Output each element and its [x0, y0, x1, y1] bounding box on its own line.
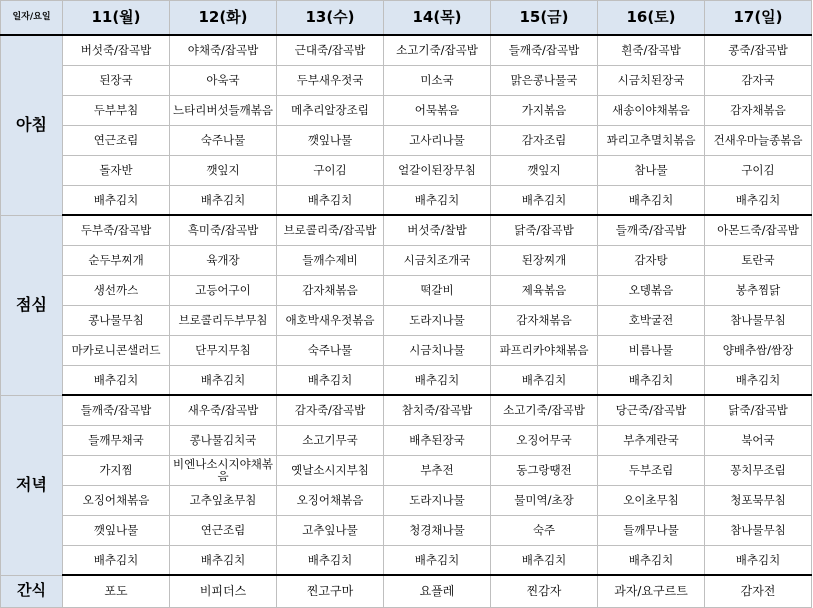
menu-cell: 메추리알장조림 — [277, 95, 384, 125]
menu-cell: 구이김 — [277, 155, 384, 185]
menu-cell: 감자죽/잡곡밥 — [277, 395, 384, 425]
menu-cell: 브로콜리두부무침 — [170, 305, 277, 335]
dinner-meal-label: 저녁 — [1, 395, 63, 575]
menu-cell: 배추김치 — [277, 185, 384, 215]
menu-cell: 배추김치 — [384, 365, 491, 395]
menu-cell: 양배추쌈/쌈장 — [705, 335, 812, 365]
menu-cell: 흰죽/잡곡밥 — [598, 35, 705, 65]
lunch-menu-row — [1, 335, 812, 365]
menu-cell: 북어국 — [705, 425, 812, 455]
breakfast-menu-row — [1, 95, 812, 125]
menu-cell: 브로콜리죽/잡곡밥 — [277, 215, 384, 245]
menu-cell: 배추김치 — [170, 365, 277, 395]
menu-cell: 얼갈이된장무침 — [384, 155, 491, 185]
dinner-menu-row — [1, 455, 812, 485]
menu-cell: 감자채볶음 — [705, 95, 812, 125]
snack-cell: 비피더스 — [170, 575, 277, 607]
snack-cell: 감자전 — [705, 575, 812, 607]
menu-cell: 생선까스 — [63, 275, 170, 305]
breakfast-menu-row — [1, 185, 812, 215]
dinner-menu-row — [1, 545, 812, 575]
header-row — [1, 1, 812, 36]
menu-cell: 소고기죽/잡곡밥 — [491, 395, 598, 425]
menu-cell: 소고기죽/잡곡밥 — [384, 35, 491, 65]
menu-cell: 깻잎나물 — [63, 515, 170, 545]
menu-cell: 꽈리고추멸치볶음 — [598, 125, 705, 155]
menu-cell: 비름나물 — [598, 335, 705, 365]
snack-cell: 요플레 — [384, 575, 491, 607]
menu-cell: 아몬드죽/잡곡밥 — [705, 215, 812, 245]
menu-cell: 들깨죽/잡곡밥 — [491, 35, 598, 65]
menu-cell: 배추김치 — [384, 545, 491, 575]
menu-cell: 호박굴전 — [598, 305, 705, 335]
menu-cell: 봉추찜닭 — [705, 275, 812, 305]
day-header: 13(수) — [277, 1, 384, 36]
menu-cell: 도라지나물 — [384, 305, 491, 335]
menu-cell: 콩죽/잡곡밥 — [705, 35, 812, 65]
day-header: 12(화) — [170, 1, 277, 36]
menu-cell: 배추된장국 — [384, 425, 491, 455]
menu-cell: 감자채볶음 — [491, 305, 598, 335]
menu-cell: 배추김치 — [491, 185, 598, 215]
menu-cell: 된장국 — [63, 65, 170, 95]
menu-cell: 오징어채볶음 — [63, 485, 170, 515]
menu-cell: 두부죽/잡곡밥 — [63, 215, 170, 245]
date-day-corner-header: 일자/요일 — [1, 1, 63, 36]
menu-cell: 돌자반 — [63, 155, 170, 185]
menu-cell: 버섯죽/찰밥 — [384, 215, 491, 245]
menu-cell: 두부새우젓국 — [277, 65, 384, 95]
menu-cell: 시금치나물 — [384, 335, 491, 365]
menu-cell: 들깨죽/잡곡밥 — [63, 395, 170, 425]
menu-cell: 시금치조개국 — [384, 245, 491, 275]
menu-cell: 소고기무국 — [277, 425, 384, 455]
menu-cell: 참나물 — [598, 155, 705, 185]
menu-cell: 들깨무나물 — [598, 515, 705, 545]
menu-cell: 들깨수제비 — [277, 245, 384, 275]
menu-cell: 감자탕 — [598, 245, 705, 275]
menu-cell: 배추김치 — [63, 545, 170, 575]
snack-meal-label: 간식 — [1, 575, 63, 607]
menu-cell: 마카로니콘샐러드 — [63, 335, 170, 365]
menu-cell: 배추김치 — [170, 185, 277, 215]
menu-cell: 배추김치 — [491, 545, 598, 575]
menu-cell: 닭죽/잡곡밥 — [705, 395, 812, 425]
menu-cell: 구이김 — [705, 155, 812, 185]
menu-cell: 배추김치 — [491, 365, 598, 395]
snack-cell: 찐고구마 — [277, 575, 384, 607]
dinner-menu-row — [1, 425, 812, 455]
menu-cell: 오뎅볶음 — [598, 275, 705, 305]
menu-cell: 비엔나소시지야채볶음 — [170, 455, 277, 485]
menu-cell: 배추김치 — [170, 545, 277, 575]
menu-cell: 숙주 — [491, 515, 598, 545]
menu-cell: 깻잎지 — [170, 155, 277, 185]
dinner-menu-row — [1, 485, 812, 515]
menu-cell: 파프리카야채볶음 — [491, 335, 598, 365]
menu-cell: 근대죽/잡곡밥 — [277, 35, 384, 65]
lunch-menu-row — [1, 275, 812, 305]
menu-cell: 건새우마늘종볶음 — [705, 125, 812, 155]
menu-cell: 버섯죽/잡곡밥 — [63, 35, 170, 65]
breakfast-menu-row — [1, 35, 812, 65]
menu-cell: 배추김치 — [598, 185, 705, 215]
menu-cell: 두부부침 — [63, 95, 170, 125]
menu-cell: 숙주나물 — [170, 125, 277, 155]
menu-cell: 배추김치 — [705, 185, 812, 215]
breakfast-menu-row — [1, 125, 812, 155]
lunch-meal-label: 점심 — [1, 215, 63, 395]
menu-cell: 배추김치 — [598, 365, 705, 395]
menu-cell: 배추김치 — [384, 185, 491, 215]
breakfast-menu-row — [1, 155, 812, 185]
menu-cell: 동그랑땡전 — [491, 455, 598, 485]
menu-cell: 참나물무침 — [705, 305, 812, 335]
menu-cell: 배추김치 — [705, 545, 812, 575]
snack-cell: 과자/요구르트 — [598, 575, 705, 607]
snack-cell: 찐감자 — [491, 575, 598, 607]
menu-cell: 감자조림 — [491, 125, 598, 155]
menu-cell: 맑은콩나물국 — [491, 65, 598, 95]
menu-cell: 청경채나물 — [384, 515, 491, 545]
day-header: 16(토) — [598, 1, 705, 36]
menu-cell: 닭죽/잡곡밥 — [491, 215, 598, 245]
menu-cell: 깻잎나물 — [277, 125, 384, 155]
menu-cell: 들깨무채국 — [63, 425, 170, 455]
menu-cell: 어묵볶음 — [384, 95, 491, 125]
menu-cell: 오징어무국 — [491, 425, 598, 455]
menu-cell: 부추전 — [384, 455, 491, 485]
dinner-menu-row — [1, 395, 812, 425]
menu-cell: 고추잎나물 — [277, 515, 384, 545]
menu-cell: 청포묵무침 — [705, 485, 812, 515]
menu-cell: 도라지나물 — [384, 485, 491, 515]
menu-cell: 감자채볶음 — [277, 275, 384, 305]
menu-cell: 가지볶음 — [491, 95, 598, 125]
menu-cell: 들깨죽/잡곡밥 — [598, 215, 705, 245]
menu-cell: 제육볶음 — [491, 275, 598, 305]
menu-cell: 두부조림 — [598, 455, 705, 485]
menu-cell: 느타리버섯들깨볶음 — [170, 95, 277, 125]
menu-cell: 새송이야채볶음 — [598, 95, 705, 125]
menu-cell: 떡갈비 — [384, 275, 491, 305]
menu-cell: 시금치된장국 — [598, 65, 705, 95]
menu-cell: 배추김치 — [63, 365, 170, 395]
lunch-menu-row — [1, 215, 812, 245]
menu-cell: 애호박새우젓볶음 — [277, 305, 384, 335]
lunch-menu-row — [1, 305, 812, 335]
breakfast-menu-row — [1, 65, 812, 95]
menu-cell: 꽁치무조림 — [705, 455, 812, 485]
menu-cell: 단무지무침 — [170, 335, 277, 365]
menu-cell: 물미역/초장 — [491, 485, 598, 515]
menu-cell: 배추김치 — [705, 365, 812, 395]
menu-cell: 오징어채볶음 — [277, 485, 384, 515]
lunch-menu-row — [1, 245, 812, 275]
menu-cell: 콩나물무침 — [63, 305, 170, 335]
snack-cell: 포도 — [63, 575, 170, 607]
menu-cell: 배추김치 — [63, 185, 170, 215]
menu-cell: 당근죽/잡곡밥 — [598, 395, 705, 425]
menu-cell: 된장찌개 — [491, 245, 598, 275]
menu-cell: 부추계란국 — [598, 425, 705, 455]
menu-cell: 감자국 — [705, 65, 812, 95]
menu-cell: 미소국 — [384, 65, 491, 95]
snack-row — [1, 575, 812, 607]
menu-cell: 토란국 — [705, 245, 812, 275]
day-header: 17(일) — [705, 1, 812, 36]
menu-cell: 고사리나물 — [384, 125, 491, 155]
day-header: 14(목) — [384, 1, 491, 36]
menu-cell: 오이초무침 — [598, 485, 705, 515]
menu-cell: 참치죽/잡곡밥 — [384, 395, 491, 425]
day-header: 15(금) — [491, 1, 598, 36]
menu-cell: 연근조림 — [63, 125, 170, 155]
menu-cell: 숙주나물 — [277, 335, 384, 365]
dinner-menu-row — [1, 515, 812, 545]
breakfast-meal-label: 아침 — [1, 35, 63, 215]
menu-cell: 순두부찌개 — [63, 245, 170, 275]
menu-cell: 연근조림 — [170, 515, 277, 545]
menu-cell: 깻잎지 — [491, 155, 598, 185]
menu-cell: 배추김치 — [277, 365, 384, 395]
menu-cell: 가지찜 — [63, 455, 170, 485]
menu-cell: 옛날소시지부침 — [277, 455, 384, 485]
menu-cell: 고등어구이 — [170, 275, 277, 305]
menu-cell: 배추김치 — [277, 545, 384, 575]
menu-cell: 참나물무침 — [705, 515, 812, 545]
menu-cell: 고추잎초무침 — [170, 485, 277, 515]
menu-cell: 흑미죽/잡곡밥 — [170, 215, 277, 245]
day-header: 11(월) — [63, 1, 170, 36]
menu-cell: 배추김치 — [598, 545, 705, 575]
menu-cell: 아욱국 — [170, 65, 277, 95]
menu-cell: 육개장 — [170, 245, 277, 275]
menu-cell: 야채죽/잡곡밥 — [170, 35, 277, 65]
menu-cell: 새우죽/잡곡밥 — [170, 395, 277, 425]
lunch-menu-row — [1, 365, 812, 395]
menu-cell: 콩나물김치국 — [170, 425, 277, 455]
